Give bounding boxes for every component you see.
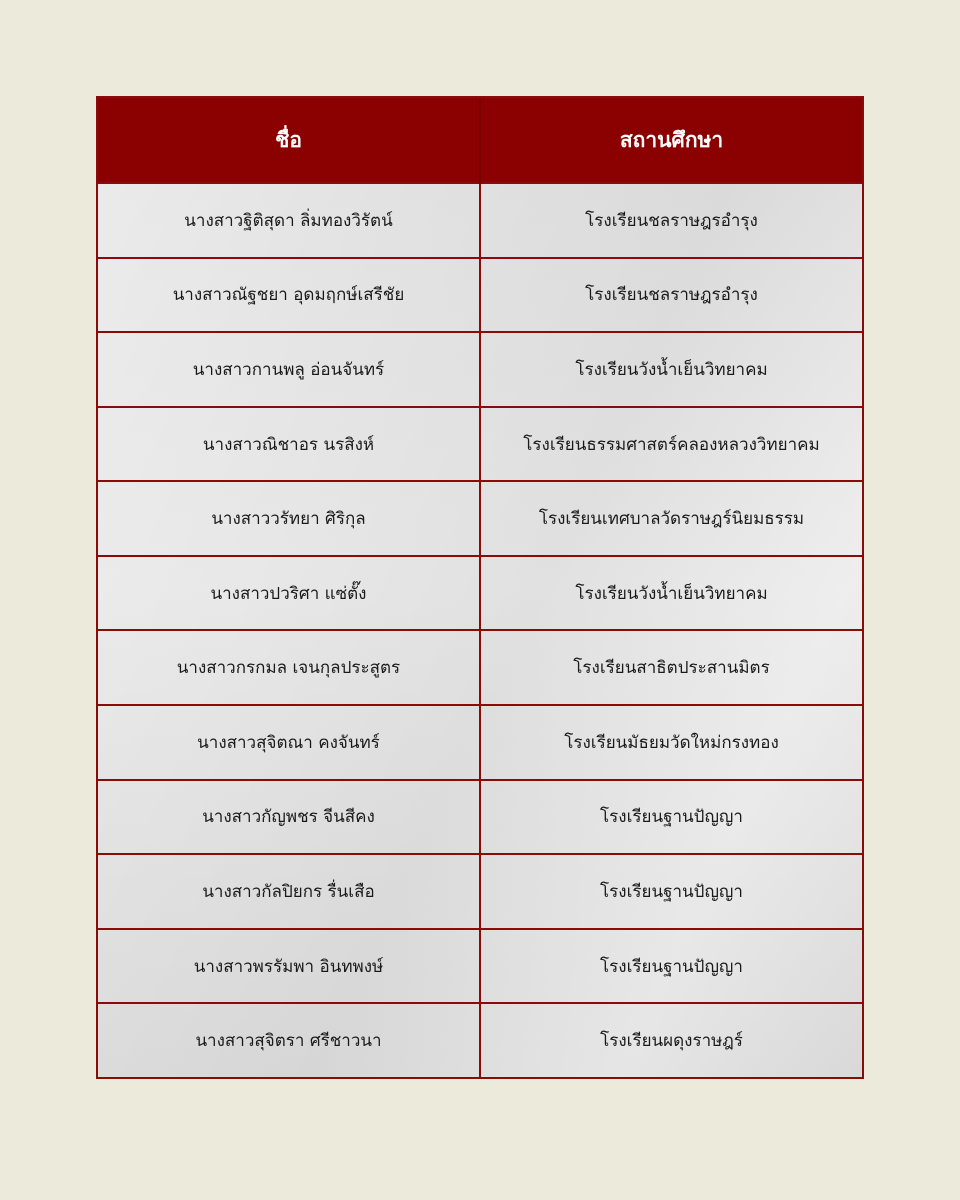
- table-header-row: [98, 98, 862, 183]
- cell-name: นางสาวณัฐชยา อุดมฤกษ์เสรีชัย: [98, 258, 480, 333]
- cell-name: นางสาวพรรัมพา อินทพงษ์: [98, 929, 480, 1004]
- table-row: [98, 1003, 862, 1077]
- student-school-table: [98, 98, 862, 1077]
- cell-school: โรงเรียนสาธิตประสานมิตร: [480, 630, 862, 705]
- cell-name: นางสาวกัญพชร จีนสีคง: [98, 780, 480, 855]
- cell-name: นางสาวฐิติสุดา ลิ่มทองวิรัตน์: [98, 183, 480, 258]
- table-row: [98, 929, 862, 1004]
- cell-school: โรงเรียนผดุงราษฎร์: [480, 1003, 862, 1077]
- table-row: [98, 630, 862, 705]
- cell-school: โรงเรียนชลราษฎรอำรุง: [480, 258, 862, 333]
- cell-school: โรงเรียนวังน้ำเย็นวิทยาคม: [480, 332, 862, 407]
- cell-name: นางสาวสุจิตรา ศรีชาวนา: [98, 1003, 480, 1077]
- table-row: [98, 183, 862, 258]
- cell-school: โรงเรียนธรรมศาสตร์คลองหลวงวิทยาคม: [480, 407, 862, 482]
- cell-name: นางสาวกรกมล เจนกุลประสูตร: [98, 630, 480, 705]
- cell-school: โรงเรียนวังน้ำเย็นวิทยาคม: [480, 556, 862, 631]
- table-row: [98, 556, 862, 631]
- table-row: [98, 780, 862, 855]
- table-row: [98, 705, 862, 780]
- header-name: ชื่อ: [98, 98, 480, 183]
- cell-school: โรงเรียนฐานปัญญา: [480, 929, 862, 1004]
- cell-name: นางสาวณิชาอร นรสิงห์: [98, 407, 480, 482]
- school-table: [96, 96, 864, 1079]
- table-row: [98, 258, 862, 333]
- table-row: [98, 481, 862, 556]
- cell-name: นางสาวปวริศา แซ่ตั๊ง: [98, 556, 480, 631]
- table-body: [98, 183, 862, 1077]
- cell-school: โรงเรียนมัธยมวัดใหม่กรงทอง: [480, 705, 862, 780]
- cell-name: นางสาววรัทยา ศิริกุล: [98, 481, 480, 556]
- cell-name: นางสาวกัลปิยกร รื่นเสือ: [98, 854, 480, 929]
- header-school: สถานศึกษา: [480, 98, 862, 183]
- cell-school: โรงเรียนชลราษฎรอำรุง: [480, 183, 862, 258]
- table-row: [98, 332, 862, 407]
- table-row: [98, 854, 862, 929]
- table-row: [98, 407, 862, 482]
- cell-school: โรงเรียนฐานปัญญา: [480, 780, 862, 855]
- cell-school: โรงเรียนเทศบาลวัดราษฎร์นิยมธรรม: [480, 481, 862, 556]
- cell-name: นางสาวสุจิตณา คงจันทร์: [98, 705, 480, 780]
- cell-name: นางสาวกานพลู อ่อนจันทร์: [98, 332, 480, 407]
- cell-school: โรงเรียนฐานปัญญา: [480, 854, 862, 929]
